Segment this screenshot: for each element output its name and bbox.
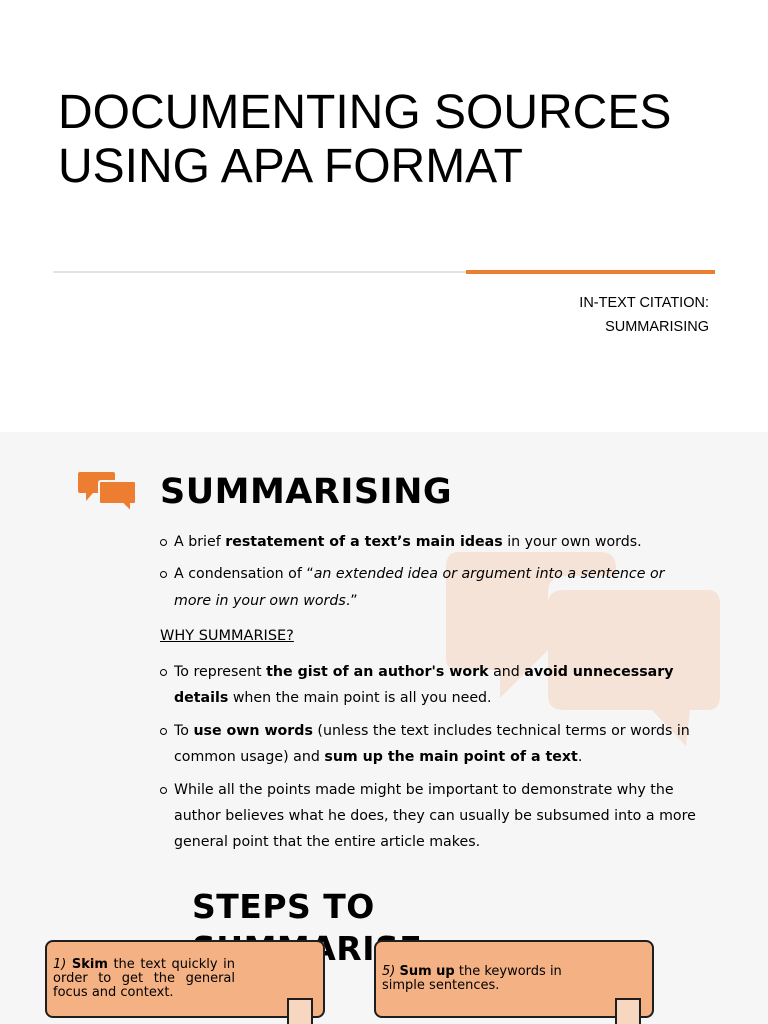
section-heading: SUMMARISING (160, 472, 453, 512)
why-summarise-heading: WHY SUMMARISE? (160, 628, 294, 644)
slide-title (58, 86, 738, 194)
step-callout-text: 5) Sum up the keywords in simple sentences. (382, 964, 562, 993)
slide-subtitle (579, 291, 709, 339)
list-item: A condensation of “an extended idea or argument into a sentence or more in your own words.” (160, 561, 705, 614)
list-item: To use own words (unless the text includes technical terms or words in common usage) and sum up the main point of a text. (160, 718, 705, 771)
reasons-list (160, 659, 705, 862)
divider-gray (53, 271, 466, 273)
subtitle-line2: SUMMARISING (605, 319, 709, 335)
step-callout-1 (45, 940, 325, 1018)
content-slide (0, 432, 768, 1024)
title-slide (0, 0, 768, 432)
list-item: A brief restatement of a text’s main ideas in your own words. (160, 529, 705, 555)
speech-bubbles-icon (77, 470, 139, 514)
step-callout-text: 1) Skim the text quickly in order to get the general focus and context. (53, 957, 235, 1000)
callout-tab (287, 998, 313, 1024)
list-item: While all the points made might be important to demonstrate why the author believes what he does, they can usually be subsumed into a more general point that the entire article makes. (160, 777, 705, 856)
callout-tab (615, 998, 641, 1024)
list-item: To represent the gist of an author's work and avoid unnecessary details when the main point is all you need. (160, 659, 705, 712)
slide-title-line1: DOCUMENTING SOURCES (58, 86, 672, 139)
slide-title-line2: USING APA FORMAT (58, 140, 523, 193)
definition-list (160, 529, 705, 620)
step-callout-5 (374, 940, 654, 1018)
divider-accent (466, 270, 715, 274)
subtitle-line1: IN-TEXT CITATION: (579, 295, 709, 311)
steps-heading: STEPS TO (192, 887, 375, 926)
